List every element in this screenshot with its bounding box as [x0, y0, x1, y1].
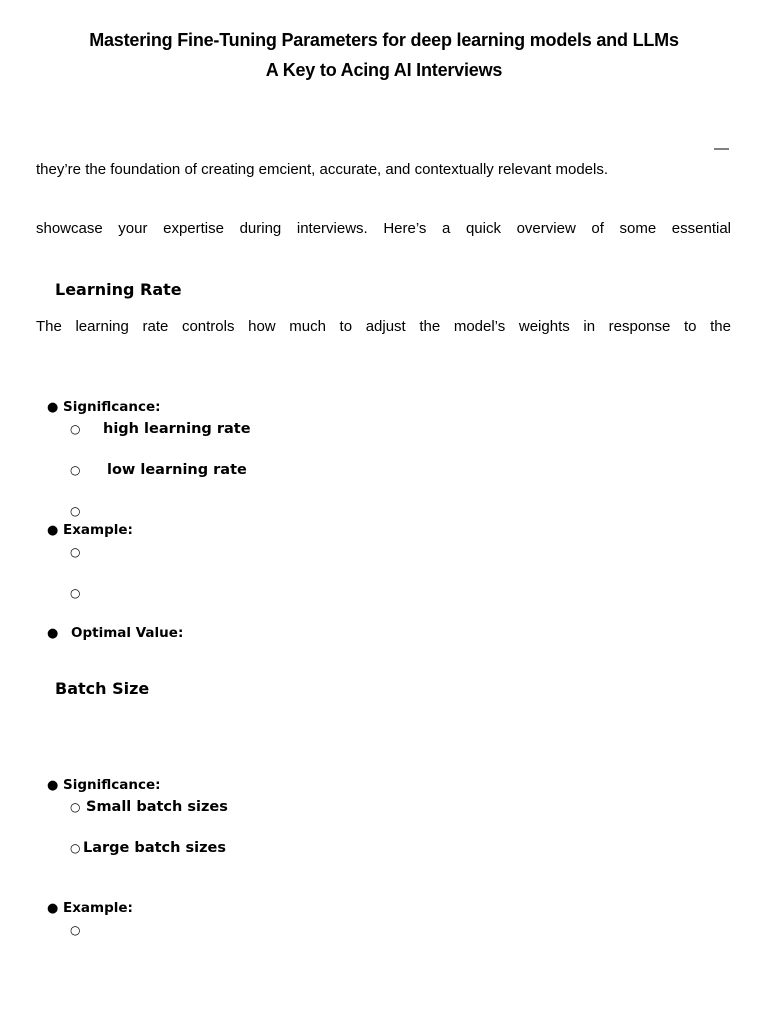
- intro-paragraph-2: showcase your expertise during interviews. Here’s a quick overview of some essential: [36, 220, 731, 237]
- bullet-dot: ●: [47, 901, 59, 916]
- sub-marker: ○: [70, 841, 81, 855]
- sub-marker: ○: [70, 504, 81, 518]
- bullet-label: Example:: [63, 522, 133, 538]
- sub-bullet-high-learning-rate: [70, 420, 251, 438]
- bullet-label: Example:: [63, 900, 133, 916]
- sub-bullet-empty: [70, 543, 80, 561]
- bullet-dot: ●: [47, 523, 59, 538]
- sub-marker: ○: [70, 463, 81, 477]
- sub-bullet-empty: [70, 921, 80, 939]
- sub-marker: ○: [70, 586, 81, 600]
- sub-bullet-low-learning-rate: [70, 461, 247, 479]
- bullet-dot: ●: [47, 626, 59, 641]
- sub-bullet-empty: [70, 584, 80, 602]
- sub-marker: ○: [70, 923, 81, 937]
- bullet-dot: ●: [47, 400, 59, 415]
- learning-rate-paragraph: The learning rate controls how much to adjust the model’s weights in response to the: [36, 318, 731, 335]
- bullet-example: [47, 522, 133, 539]
- bullet-label: Optimal Value:: [71, 625, 184, 641]
- bullet-significance: [47, 399, 161, 416]
- intro-paragraph-1: they’re the foundation of creating emcient, accurate, and contextually relevant models.: [36, 161, 608, 178]
- sub-marker: ○: [70, 800, 81, 814]
- bullet-label: Signiflcance:: [63, 399, 161, 415]
- sub-bullet-empty: [70, 502, 80, 520]
- sub-bullet-small-batch-sizes: [70, 798, 228, 816]
- sub-bullet-label: high learning rate: [103, 421, 251, 437]
- bullet-label: Signiflcance:: [63, 777, 161, 793]
- sub-marker: ○: [70, 545, 81, 559]
- section-heading-batch-size: Batch Size: [55, 679, 150, 698]
- em-dash: —: [714, 140, 729, 157]
- document-title: Mastering Fine-Tuning Parameters for deep learning models and LLMs: [89, 30, 679, 50]
- section-heading-learning-rate: Learning Rate: [55, 280, 182, 299]
- document-subtitle: A Key to Acing AI Interviews: [265, 60, 503, 80]
- sub-bullet-label: Small batch sizes: [86, 799, 228, 815]
- sub-bullet-label: Large batch sizes: [83, 840, 227, 856]
- sub-bullet-large-batch-sizes: [70, 839, 226, 857]
- bullet-significance: [47, 777, 161, 794]
- sub-bullet-label: low learning rate: [107, 462, 247, 478]
- bullet-optimal-value: [47, 625, 183, 642]
- sub-marker: ○: [70, 422, 81, 436]
- bullet-dot: ●: [47, 778, 59, 793]
- bullet-example: [47, 900, 133, 917]
